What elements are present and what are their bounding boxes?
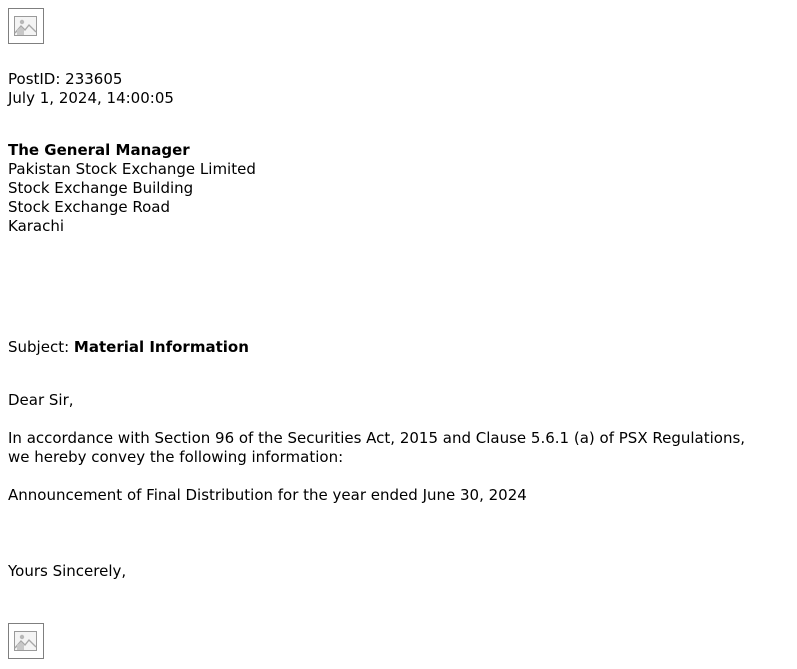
post-datetime: July 1, 2024, 14:00:05 [8, 89, 174, 107]
recipient-road: Stock Exchange Road [8, 198, 170, 216]
salutation: Dear Sir, [8, 391, 74, 409]
recipient-city: Karachi [8, 217, 65, 235]
recipient-org: Pakistan Stock Exchange Limited [8, 160, 256, 178]
body-paragraph-line-1: In accordance with Section 96 of the Securities Act, 2015 and Clause 5.6.1 (a) of PSX Regulations, [8, 429, 746, 447]
broken-image-icon [14, 14, 38, 38]
recipient-building: Stock Exchange Building [8, 179, 194, 197]
post-id: PostID: 233605 [8, 70, 123, 88]
broken-image-icon [14, 629, 38, 653]
subject-text: Material Information [73, 338, 249, 356]
subject-line [8, 338, 249, 357]
letterhead-image [8, 8, 44, 44]
announcement-text: Announcement of Final Distribution for the year ended June 30, 2024 [8, 486, 527, 504]
recipient-title: The General Manager [8, 141, 190, 159]
closing-text: Yours Sincerely, [8, 562, 127, 580]
body-paragraph-line-2: we hereby convey the following information: [8, 448, 344, 466]
signature-image [8, 623, 44, 659]
subject-prefix: Subject: [8, 338, 70, 356]
